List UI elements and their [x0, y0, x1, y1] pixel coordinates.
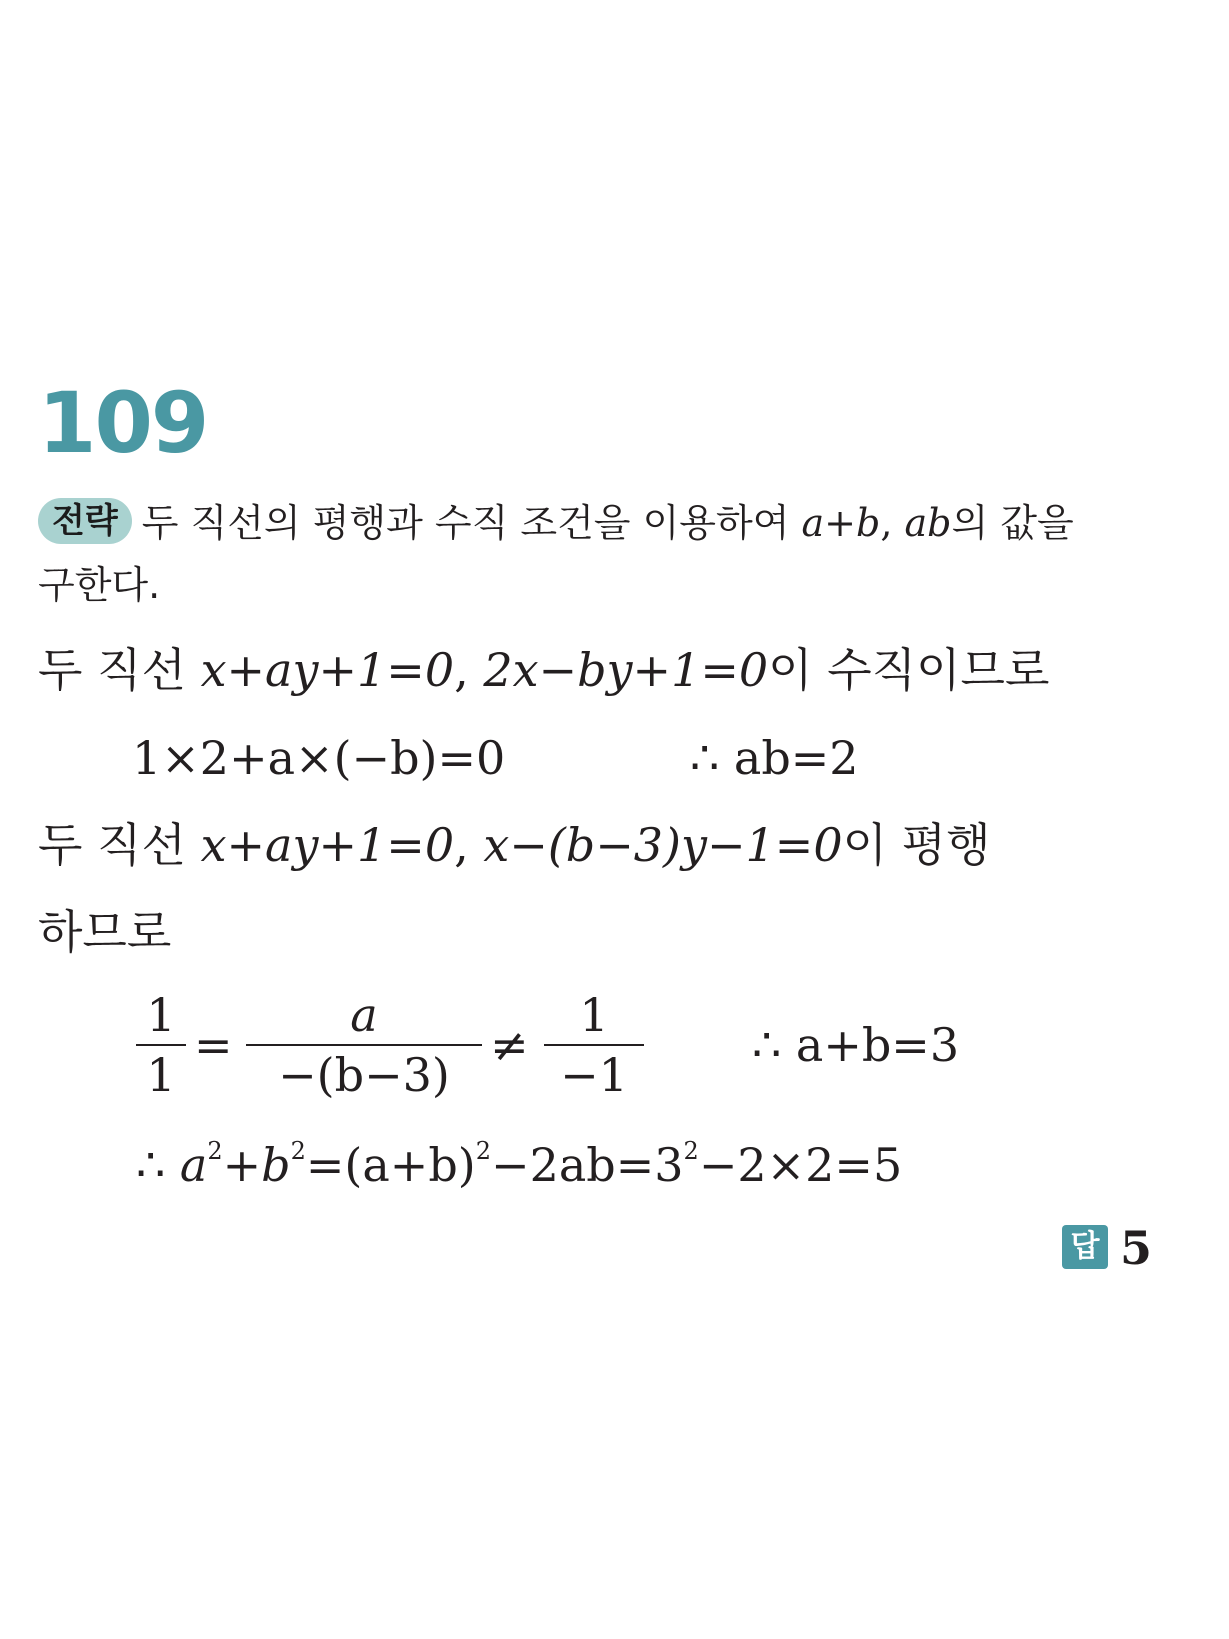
problem-number: 109: [38, 374, 208, 472]
answer-value: 5: [1120, 1221, 1153, 1275]
fraction-a-over-b-minus-3: [246, 988, 482, 1102]
final-b-exponent: 2: [290, 1137, 306, 1165]
strategy-line: [38, 498, 1188, 548]
fraction-1-over-minus-1: [544, 988, 644, 1102]
final-b: b: [261, 1138, 291, 1192]
strategy-comma: ,: [880, 501, 905, 545]
strategy-badge: 전략: [38, 498, 132, 544]
final-tail: −2ab=3: [491, 1138, 684, 1192]
parallel-statement: [38, 815, 1198, 875]
equals-sign: =: [194, 1018, 233, 1072]
para-outro: 이 평행: [842, 818, 991, 872]
final-therefore: ∴: [136, 1138, 180, 1192]
final-a: a: [179, 1138, 208, 1192]
para-line2: x−(b−3)y−1=0: [483, 818, 843, 872]
frac2-denominator: −(b−3): [278, 1048, 450, 1102]
frac1-denominator: 1: [146, 1048, 176, 1102]
fraction-1-over-1: [136, 988, 186, 1102]
strategy-text: 두 직선의 평행과 수직 조건을 이용하여: [141, 501, 802, 545]
frac1-numerator: 1: [146, 988, 176, 1042]
final-tail-exponent: 2: [683, 1137, 699, 1165]
perp-sep: ,: [454, 643, 484, 697]
strategy-expr-ab: ab: [904, 501, 952, 545]
perp-equation: 1×2+a×(−b)=0: [132, 731, 506, 785]
perp-line1: x+ay+1=0: [200, 643, 455, 697]
parallel-continuation: 하므로: [38, 905, 172, 959]
strategy-expr-a: a: [801, 501, 825, 545]
perp-outro: 이 수직이므로: [768, 643, 1050, 697]
para-line1: x+ay+1=0: [200, 818, 455, 872]
strategy-expr-plus: +: [824, 501, 857, 545]
para-sep: ,: [454, 818, 484, 872]
perp-intro: 두 직선: [38, 643, 201, 697]
parallel-result: ∴ a+b=3: [752, 1018, 960, 1072]
frac2-bar: [246, 1044, 482, 1046]
perpendicular-statement: [38, 640, 1198, 700]
frac2-numerator: a: [350, 988, 378, 1042]
frac3-denominator: −1: [560, 1048, 628, 1102]
perp-line2: 2x−by+1=0: [483, 643, 769, 697]
frac3-numerator: 1: [579, 988, 609, 1042]
strategy-continuation: 구한다.: [38, 563, 161, 607]
final-a-exponent: 2: [207, 1137, 223, 1165]
perp-result: ∴ ab=2: [690, 731, 859, 785]
answer-label-badge: 답: [1062, 1225, 1108, 1269]
final-middle: =(a+b): [305, 1138, 476, 1192]
strategy-text-after: 의 값을: [951, 501, 1074, 545]
frac3-bar: [544, 1044, 644, 1046]
para-intro: 두 직선: [38, 818, 201, 872]
final-middle-exponent: 2: [475, 1137, 492, 1165]
frac1-bar: [136, 1044, 186, 1046]
final-equation: ∴ $a^2+b^2=(a+b)^2-2ab=3^2-2\times 2=5$: [136, 1137, 903, 1192]
strategy-expr-b: b: [856, 501, 881, 545]
not-equal-sign: ≠: [490, 1018, 529, 1072]
final-end: −2×2=5: [698, 1138, 903, 1192]
